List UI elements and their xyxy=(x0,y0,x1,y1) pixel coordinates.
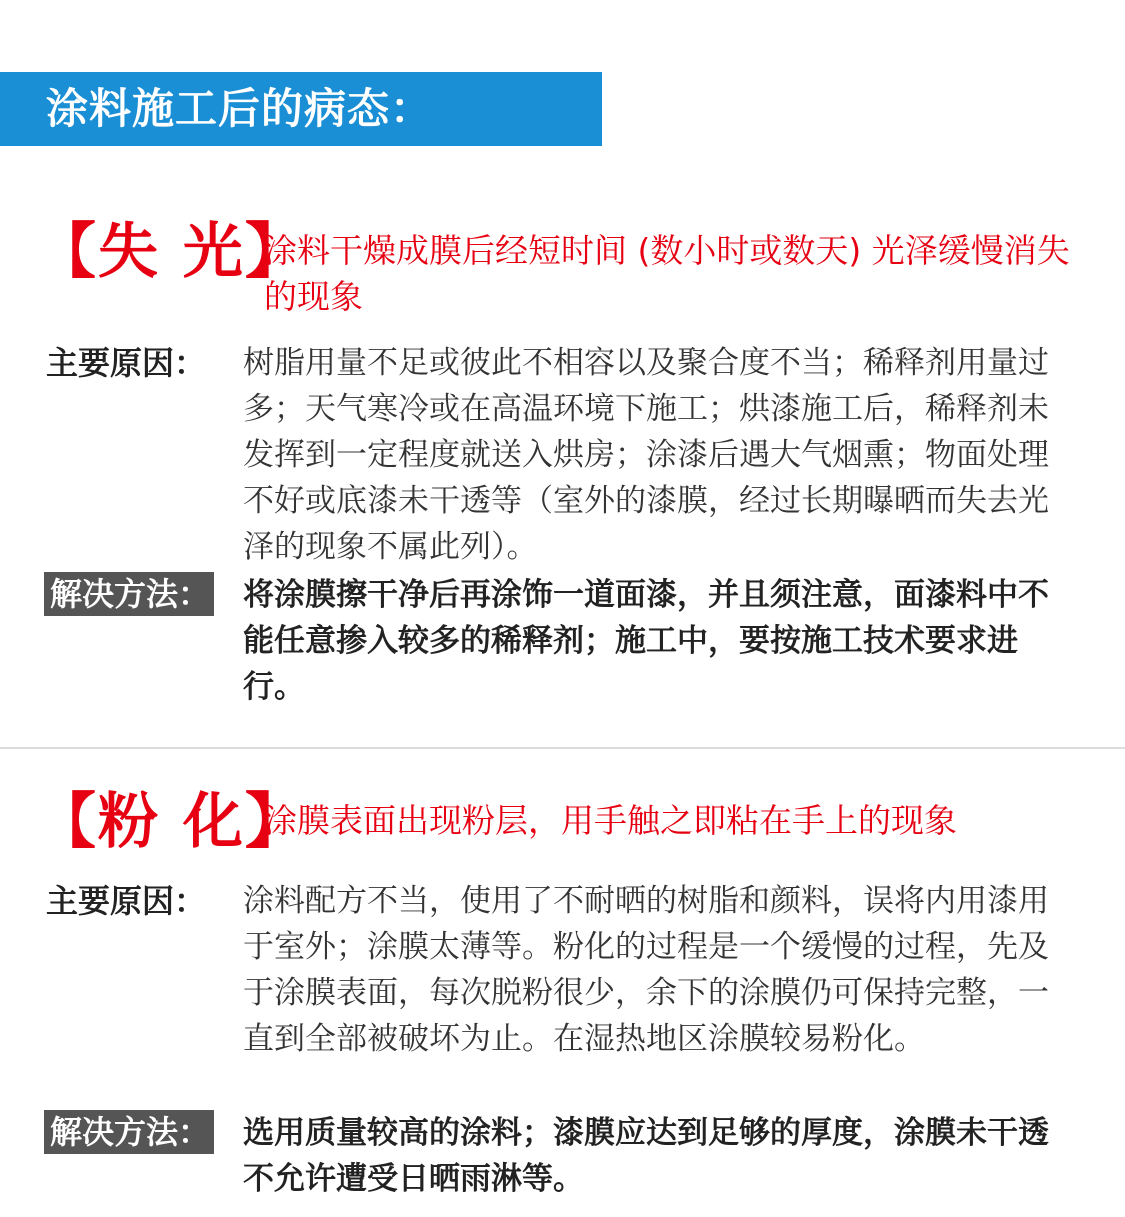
solution-text: 将涂膜擦干净后再涂饰一道面漆，并且须注意，面漆料中不能任意掺入较多的稀释剂；施工中，要按施工技术要求进行。 xyxy=(243,577,1049,705)
solution-label: 解决方法： xyxy=(44,1110,214,1154)
solution-text: 选用质量较高的涂料；漆膜应达到足够的厚度，涂膜未干透不允许遭受日晒雨淋等。 xyxy=(243,1115,1049,1197)
term-name: 【粉 化】 xyxy=(36,787,307,857)
cause-label: 主要原因： xyxy=(46,882,207,920)
cause-text: 树脂用量不足或彼此不相容以及聚合度不当；稀释剂用量过多；天气寒冷或在高温环境下施工；烘漆施工后，稀释剂未发挥到一定程度就送入烘房；涂漆后遇大气烟熏；物面处理不好或底漆未干透等（室外的漆膜，经过长期曝晒而失去光泽的现象不属此列）。 xyxy=(243,345,1049,565)
term-definition: 涂料干燥成膜后经短时间 (数小时或数天) 光泽缓慢消失的现象 xyxy=(264,231,1070,316)
page-title: 涂料施工后的病态： xyxy=(46,84,434,133)
term-name: 【失 光】 xyxy=(36,217,307,287)
solution-label: 解决方法： xyxy=(44,572,214,616)
page-banner xyxy=(0,72,602,146)
section-divider xyxy=(0,747,1125,749)
cause-text: 涂料配方不当，使用了不耐晒的树脂和颜料，误将内用漆用于室外；涂膜太薄等。粉化的过程是一个缓慢的过程，先及于涂膜表面，每次脱粉很少，余下的涂膜仍可保持完整，一直到全部被破坏为止。在湿热地区涂膜较易粉化。 xyxy=(243,883,1049,1057)
cause-label: 主要原因： xyxy=(46,344,207,382)
section-heading xyxy=(36,217,1096,330)
term-definition: 涂膜表面出现粉层，用手触之即粘在手上的现象 xyxy=(264,801,957,840)
